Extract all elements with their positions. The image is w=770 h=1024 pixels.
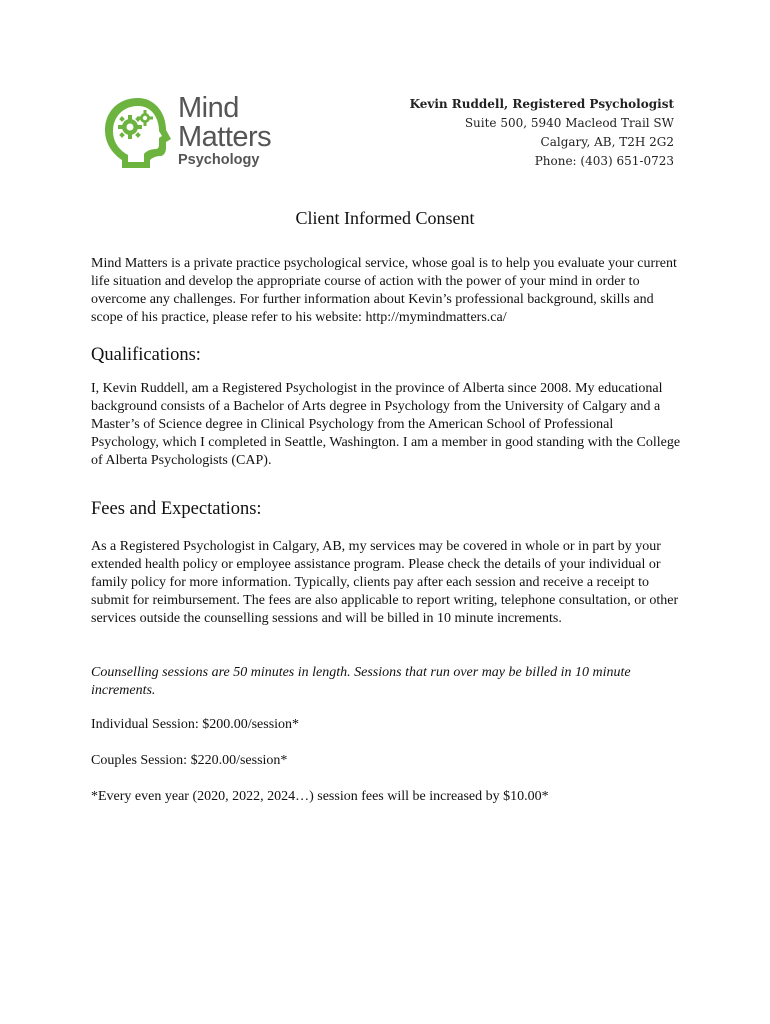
document-title: Client Informed Consent xyxy=(295,208,475,228)
individual-session-fee: Individual Session: $200.00/session* xyxy=(91,717,300,732)
logo-word-matters: Matters xyxy=(178,121,272,153)
logo-word-mind: Mind xyxy=(178,92,239,124)
contact-address-line1: Suite 500, 5940 Macleod Trail SW xyxy=(464,116,674,130)
session-length-note: Counselling sessions are 50 minutes in length. Sessions that run over may be billed in 10 minute increments. xyxy=(91,665,631,698)
intro-paragraph: Mind Matters is a private practice psychological service, whose goal is to help you evaluate your current life situation and develop the appropriate course of action with the power of your mind in order to overcome any challenges. For further information about Kevin’s professional background, skills and scope of his practice, please refer to his website: http://mymindmatters.ca/ xyxy=(91,256,677,325)
head-gears-icon xyxy=(100,94,176,170)
contact-name: Kevin Ruddell, Registered Psychologist xyxy=(409,97,674,111)
fee-increase-note: *Every even year (2020, 2022, 2024…) session fees will be increased by $10.00* xyxy=(91,789,549,804)
logo-wordmark xyxy=(178,94,271,168)
qualifications-heading: Qualifications: xyxy=(91,345,201,365)
couples-session-fee: Couples Session: $220.00/session* xyxy=(91,753,288,768)
contact-phone: Phone: (403) 651-0723 xyxy=(534,154,674,168)
fees-heading: Fees and Expectations: xyxy=(91,499,262,519)
logo-word-psychology: Psychology xyxy=(178,152,260,168)
contact-block xyxy=(410,95,674,171)
contact-address-line2: Calgary, AB, T2H 2G2 xyxy=(540,135,674,149)
mind-matters-logo xyxy=(100,94,295,170)
fees-paragraph: As a Registered Psychologist in Calgary, AB, my services may be covered in whole or in part by your extended health policy or employee assistance program. Please check the details of your individual or family policy for more information. Typically, clients pay after each session and receive a receipt to submit for reimbursement. The fees are also applicable to report writing, telephone consultation, or other services outside the counselling sessions and will be billed in 10 minute increments. xyxy=(91,539,679,626)
qualifications-paragraph: I, Kevin Ruddell, am a Registered Psychologist in the province of Alberta since 2008. My educational background consists of a Bachelor of Arts degree in Psychology from the University of Calgary and a Master’s of Science degree in Clinical Psychology from the American School of Professional Psychology, which I completed in Seattle, Washington. I am a member in good standing with the College of Alberta Psychologists (CAP). xyxy=(91,381,681,468)
